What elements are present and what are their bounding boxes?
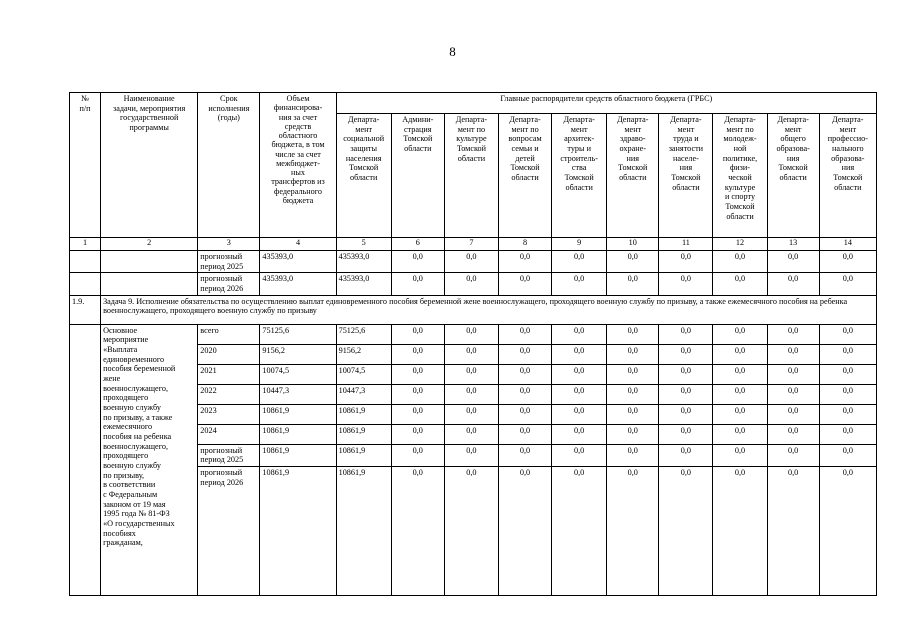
value-cell: 9156,2 — [336, 344, 391, 364]
value-cell: 0,0 — [659, 467, 713, 596]
value-cell: 0,0 — [819, 444, 876, 466]
header-department-1: Департа- мент социальной защиты населения Томской области — [336, 114, 391, 238]
value-cell: 0,0 — [767, 324, 819, 344]
column-number: 6 — [391, 238, 444, 251]
column-number: 7 — [444, 238, 498, 251]
task-number: 1.9. — [70, 295, 101, 324]
header-department-7: Департа- мент труда и занятости населе- ния Томской области — [659, 114, 713, 238]
total-cell: 10861,9 — [260, 424, 336, 444]
total-cell: 435393,0 — [260, 273, 336, 295]
total-cell: 10861,9 — [260, 467, 336, 596]
value-cell: 0,0 — [498, 444, 551, 466]
value-cell: 0,0 — [391, 364, 444, 384]
value-cell: 0,0 — [607, 251, 659, 273]
value-cell: 0,0 — [498, 324, 551, 344]
value-cell: 0,0 — [713, 404, 767, 424]
value-cell: 0,0 — [391, 324, 444, 344]
value-cell: 0,0 — [819, 344, 876, 364]
value-cell: 0,0 — [659, 404, 713, 424]
value-cell: 0,0 — [713, 324, 767, 344]
value-cell: 0,0 — [552, 467, 607, 596]
page-number: 8 — [449, 44, 456, 59]
header-department-10: Департа- мент профессио- нального образова- ния Томской области — [819, 114, 876, 238]
value-cell: 75125,6 — [336, 324, 391, 344]
column-number: 8 — [498, 238, 551, 251]
header-department-8: Департа- мент по молодеж- ной политике, физи- ческой культуре и спорту Томской области — [713, 114, 767, 238]
value-cell: 0,0 — [498, 424, 551, 444]
value-cell: 0,0 — [819, 424, 876, 444]
value-cell: 10861,9 — [336, 444, 391, 466]
row-number-cell — [70, 324, 101, 595]
value-cell: 0,0 — [819, 364, 876, 384]
value-cell: 0,0 — [552, 251, 607, 273]
value-cell: 10861,9 — [336, 404, 391, 424]
value-cell: 0,0 — [444, 384, 498, 404]
value-cell: 0,0 — [391, 467, 444, 596]
total-cell: 10861,9 — [260, 444, 336, 466]
header-grbs: Главные распорядители средств областного бюджета (ГРБС) — [336, 93, 876, 114]
value-cell: 0,0 — [767, 467, 819, 596]
value-cell: 0,0 — [767, 424, 819, 444]
column-number: 4 — [260, 238, 336, 251]
column-number-row — [70, 238, 877, 251]
value-cell: 0,0 — [444, 324, 498, 344]
financing-table — [69, 92, 877, 596]
value-cell: 0,0 — [607, 324, 659, 344]
value-cell: 0,0 — [444, 444, 498, 466]
value-cell: 0,0 — [552, 424, 607, 444]
value-cell: 10074,5 — [336, 364, 391, 384]
value-cell: 0,0 — [444, 467, 498, 596]
value-cell: 0,0 — [498, 273, 551, 295]
value-cell: 0,0 — [552, 344, 607, 364]
value-cell: 10447,3 — [336, 384, 391, 404]
value-cell: 0,0 — [444, 364, 498, 384]
total-cell: 10447,3 — [260, 384, 336, 404]
column-number: 11 — [659, 238, 713, 251]
header-term: Срок исполнения (годы) — [198, 93, 260, 238]
value-cell: 0,0 — [498, 404, 551, 424]
value-cell: 0,0 — [607, 273, 659, 295]
value-cell: 0,0 — [767, 344, 819, 364]
term-cell: 2023 — [198, 404, 260, 424]
value-cell: 0,0 — [659, 364, 713, 384]
total-cell: 75125,6 — [260, 324, 336, 344]
value-cell: 0,0 — [552, 273, 607, 295]
value-cell: 0,0 — [713, 273, 767, 295]
header-volume: Объем финансирова- ния за счет средств областного бюджета, в том числе за счет межбюджет- ных трансфертов из федерального бюджета — [260, 93, 336, 238]
value-cell: 0,0 — [659, 324, 713, 344]
activity-name-cell — [101, 273, 198, 295]
total-cell: 10074,5 — [260, 364, 336, 384]
header-department-3: Департа- мент по культуре Томской области — [444, 114, 498, 238]
value-cell: 0,0 — [713, 251, 767, 273]
term-cell: 2022 — [198, 384, 260, 404]
column-number: 9 — [552, 238, 607, 251]
value-cell: 0,0 — [767, 444, 819, 466]
value-cell: 0,0 — [659, 344, 713, 364]
term-cell: прогнозный период 2025 — [198, 251, 260, 273]
value-cell: 10861,9 — [336, 467, 391, 596]
value-cell: 10861,9 — [336, 424, 391, 444]
value-cell: 0,0 — [607, 467, 659, 596]
value-cell: 435393,0 — [336, 273, 391, 295]
header-no: № п/п — [70, 93, 101, 238]
value-cell: 0,0 — [552, 384, 607, 404]
row-number-cell — [70, 251, 101, 273]
total-cell: 10861,9 — [260, 404, 336, 424]
value-cell: 0,0 — [819, 251, 876, 273]
value-cell: 0,0 — [498, 467, 551, 596]
header-name: Наименование задачи, мероприятия государственной программы — [101, 93, 198, 238]
value-cell: 0,0 — [444, 344, 498, 364]
term-cell: 2020 — [198, 344, 260, 364]
value-cell: 0,0 — [607, 404, 659, 424]
value-cell: 0,0 — [391, 424, 444, 444]
value-cell: 0,0 — [552, 444, 607, 466]
term-cell: 2024 — [198, 424, 260, 444]
value-cell: 0,0 — [767, 251, 819, 273]
value-cell: 0,0 — [819, 324, 876, 344]
term-cell: прогнозный период 2026 — [198, 273, 260, 295]
value-cell: 0,0 — [552, 364, 607, 384]
value-cell: 0,0 — [659, 444, 713, 466]
table-row — [70, 324, 877, 344]
value-cell: 0,0 — [819, 273, 876, 295]
value-cell: 0,0 — [444, 404, 498, 424]
value-cell: 0,0 — [607, 444, 659, 466]
value-cell: 0,0 — [713, 467, 767, 596]
value-cell: 0,0 — [713, 364, 767, 384]
value-cell: 0,0 — [607, 384, 659, 404]
column-number: 14 — [819, 238, 876, 251]
value-cell: 0,0 — [391, 273, 444, 295]
value-cell: 0,0 — [659, 424, 713, 444]
column-number: 2 — [101, 238, 198, 251]
column-number: 12 — [713, 238, 767, 251]
value-cell: 0,0 — [498, 251, 551, 273]
column-number: 3 — [198, 238, 260, 251]
value-cell: 0,0 — [552, 404, 607, 424]
value-cell: 0,0 — [607, 364, 659, 384]
total-cell: 9156,2 — [260, 344, 336, 364]
value-cell: 0,0 — [391, 404, 444, 424]
value-cell: 0,0 — [607, 344, 659, 364]
column-number: 10 — [607, 238, 659, 251]
value-cell: 0,0 — [498, 344, 551, 364]
value-cell: 0,0 — [767, 364, 819, 384]
value-cell: 0,0 — [659, 251, 713, 273]
value-cell: 0,0 — [391, 251, 444, 273]
value-cell: 0,0 — [819, 467, 876, 596]
table-row — [70, 273, 877, 295]
column-number: 13 — [767, 238, 819, 251]
value-cell: 0,0 — [444, 273, 498, 295]
header-department-9: Департа- мент общего образова- ния Томской области — [767, 114, 819, 238]
value-cell: 0,0 — [713, 424, 767, 444]
value-cell: 0,0 — [391, 444, 444, 466]
value-cell: 0,0 — [391, 384, 444, 404]
value-cell: 435393,0 — [336, 251, 391, 273]
value-cell: 0,0 — [391, 344, 444, 364]
header-department-4: Департа- мент по вопросам семьи и детей Томской области — [498, 114, 551, 238]
header-department-5: Департа- мент архитек- туры и строитель- ства Томской области — [552, 114, 607, 238]
value-cell: 0,0 — [713, 444, 767, 466]
value-cell: 0,0 — [444, 251, 498, 273]
activity-name-cell — [101, 251, 198, 273]
value-cell: 0,0 — [607, 424, 659, 444]
column-number: 1 — [70, 238, 101, 251]
value-cell: 0,0 — [819, 384, 876, 404]
term-cell: всего — [198, 324, 260, 344]
value-cell: 0,0 — [552, 324, 607, 344]
value-cell: 0,0 — [767, 273, 819, 295]
term-cell: прогнозный период 2025 — [198, 444, 260, 466]
task-row — [70, 295, 877, 324]
header-department-2: Админи- страция Томской области — [391, 114, 444, 238]
task-description: Задача 9. Исполнение обязательства по осуществлению выплат единовременного пособия беременной жене военнослужащего, проходящего военную службу по призыву, а также ежемесячного пособия на ребенка военнослужащего, проходящего военную службу по призыву — [101, 295, 877, 324]
activity-name: Основное мероприятие «Выплата единовременного пособия беременной жене военнослужащего, проходящего военную службу по призыву, а также ежемесячного пособия на ребенка военнослужащего, проходящего военную службу по призыву, в соответствии с Федеральным законом от 19 мая 1995 года № 81-ФЗ «О государственных пособиях гражданам, — [101, 324, 198, 595]
value-cell: 0,0 — [659, 384, 713, 404]
value-cell: 0,0 — [444, 424, 498, 444]
total-cell: 435393,0 — [260, 251, 336, 273]
column-number: 5 — [336, 238, 391, 251]
value-cell: 0,0 — [498, 364, 551, 384]
value-cell: 0,0 — [713, 344, 767, 364]
table-row — [70, 251, 877, 273]
value-cell: 0,0 — [767, 384, 819, 404]
value-cell: 0,0 — [767, 404, 819, 424]
term-cell: прогнозный период 2026 — [198, 467, 260, 596]
value-cell: 0,0 — [713, 384, 767, 404]
header-department-6: Департа- мент здраво- охране- ния Томской области — [607, 114, 659, 238]
term-cell: 2021 — [198, 364, 260, 384]
row-number-cell — [70, 273, 101, 295]
value-cell: 0,0 — [819, 404, 876, 424]
value-cell: 0,0 — [498, 384, 551, 404]
value-cell: 0,0 — [659, 273, 713, 295]
